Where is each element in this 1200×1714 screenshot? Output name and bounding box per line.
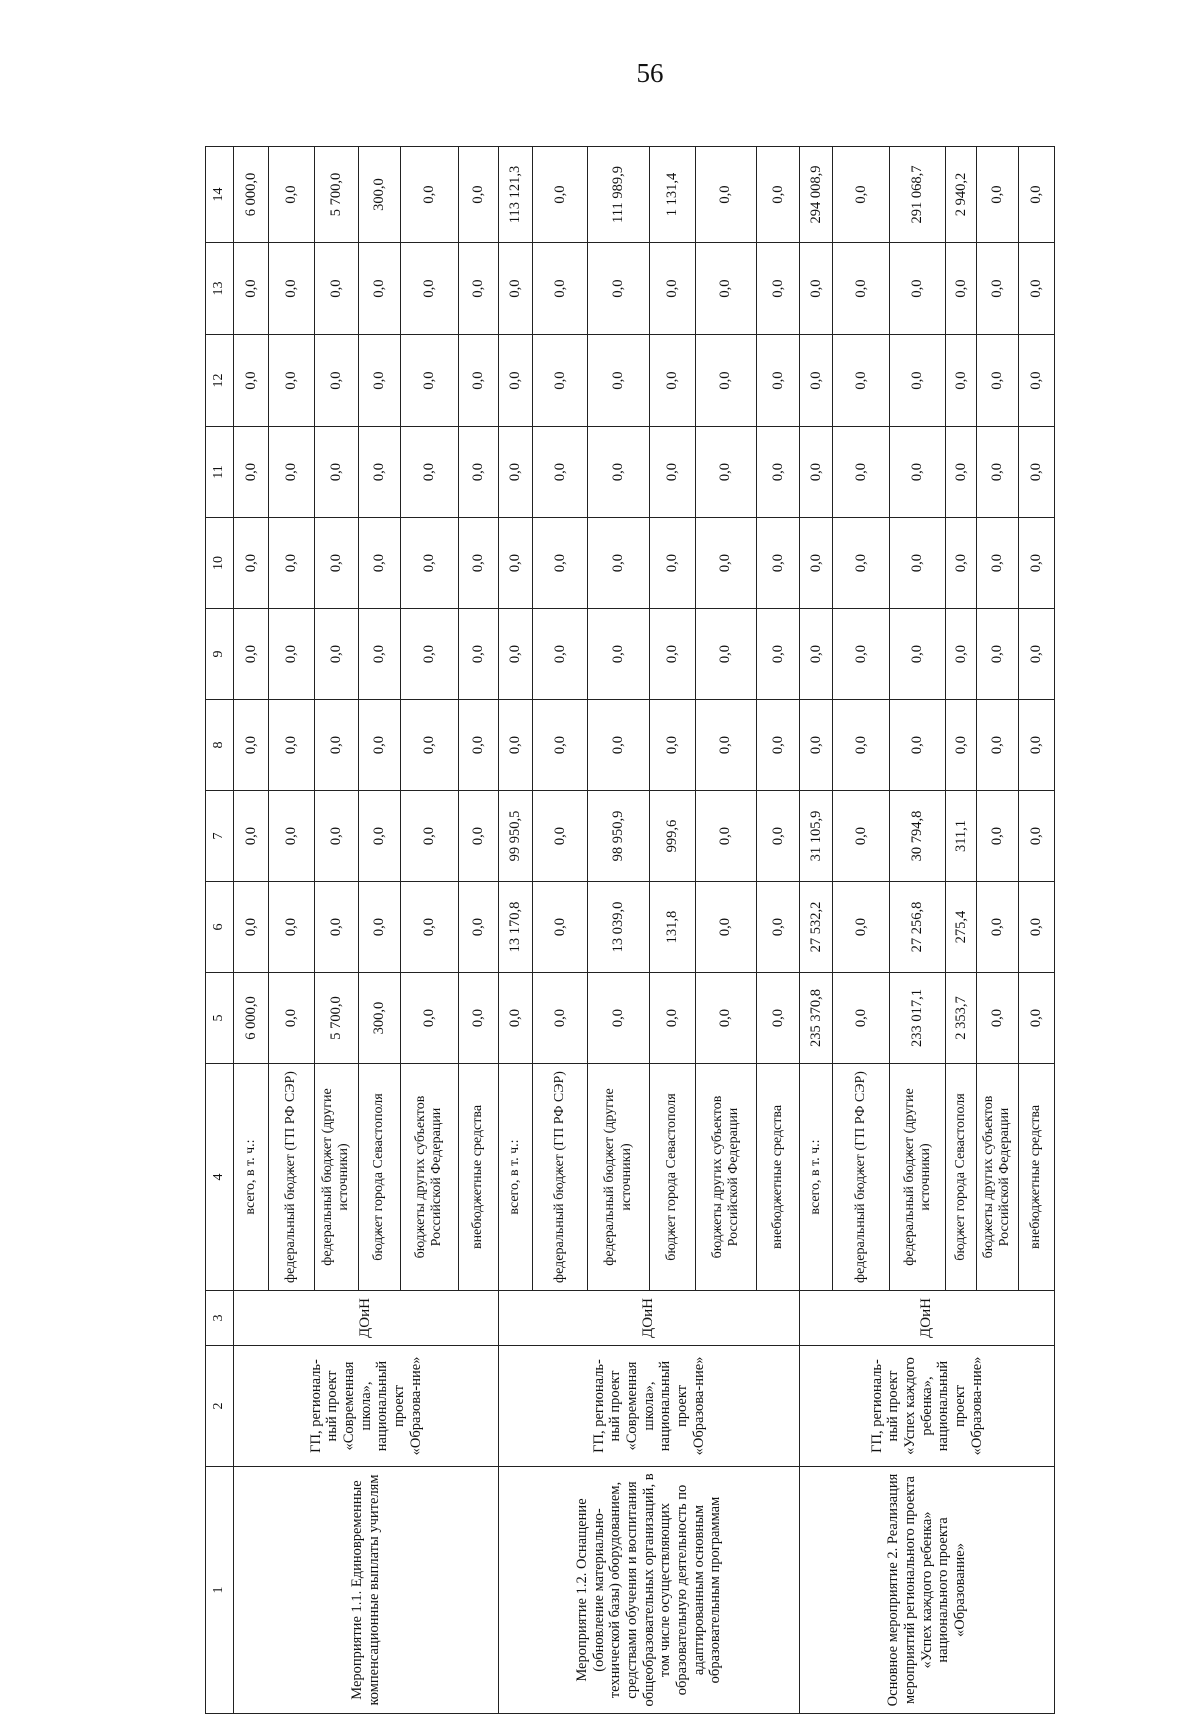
value-cell: 0,0 — [650, 700, 696, 791]
value-cell: 0,0 — [977, 609, 1018, 700]
value-cell: 0,0 — [233, 335, 268, 427]
value-cell: 275,4 — [946, 882, 977, 973]
value-cell: 0,0 — [233, 700, 268, 791]
value-cell: 0,0 — [977, 700, 1018, 791]
value-cell: 31 105,9 — [800, 791, 833, 882]
funding-source-cell: федеральный бюджет (другие источники) — [890, 1064, 946, 1291]
value-cell: 0,0 — [1018, 882, 1054, 973]
value-cell: 0,0 — [269, 609, 315, 700]
value-cell: 0,0 — [359, 882, 400, 973]
value-cell: 0,0 — [650, 609, 696, 700]
value-cell: 0,0 — [756, 427, 799, 518]
column-number: 7 — [206, 791, 234, 882]
value-cell: 0,0 — [233, 243, 268, 335]
value-cell: 0,0 — [1018, 335, 1054, 427]
value-cell: 0,0 — [359, 609, 400, 700]
value-cell: 0,0 — [695, 882, 756, 973]
value-cell: 0,0 — [269, 882, 315, 973]
value-cell: 0,0 — [833, 973, 890, 1064]
value-cell: 0,0 — [314, 791, 359, 882]
total-value-cell: 1 131,4 — [650, 147, 696, 243]
total-value-cell: 111 989,9 — [587, 147, 649, 243]
value-cell: 0,0 — [314, 882, 359, 973]
project-cell: ГП, региональ-ный проект «Современная школа», национальный проект «Образова-ние» — [233, 1346, 498, 1467]
value-cell: 0,0 — [650, 335, 696, 427]
value-cell: 0,0 — [458, 335, 498, 427]
column-number: 10 — [206, 518, 234, 609]
value-cell: 0,0 — [458, 427, 498, 518]
value-cell: 0,0 — [650, 243, 696, 335]
value-cell: 0,0 — [977, 427, 1018, 518]
project-cell: ГП, региональ-ный проект «Успех каждого ребенка», национальный проект «Образова-ние» — [800, 1346, 1055, 1467]
value-cell: 0,0 — [756, 335, 799, 427]
value-cell: 0,0 — [977, 882, 1018, 973]
value-cell: 0,0 — [695, 791, 756, 882]
funding-table — [205, 146, 1055, 1714]
column-number-row — [206, 147, 234, 1714]
total-value-cell: 0,0 — [458, 147, 498, 243]
value-cell: 0,0 — [233, 518, 268, 609]
value-cell: 30 794,8 — [890, 791, 946, 882]
value-cell: 0,0 — [587, 427, 649, 518]
value-cell: 0,0 — [800, 518, 833, 609]
value-cell: 0,0 — [314, 335, 359, 427]
value-cell: 0,0 — [800, 700, 833, 791]
value-cell: 0,0 — [833, 243, 890, 335]
table-row — [233, 147, 268, 1714]
value-cell: 0,0 — [359, 700, 400, 791]
column-number: 4 — [206, 1064, 234, 1291]
value-cell: 0,0 — [533, 335, 588, 427]
value-cell: 2 353,7 — [946, 973, 977, 1064]
value-cell: 0,0 — [458, 700, 498, 791]
value-cell: 0,0 — [458, 518, 498, 609]
value-cell: 0,0 — [695, 700, 756, 791]
funding-source-cell: федеральный бюджет (ГП РФ СЭР) — [833, 1064, 890, 1291]
value-cell: 98 950,9 — [587, 791, 649, 882]
total-value-cell: 0,0 — [756, 147, 799, 243]
value-cell: 0,0 — [977, 791, 1018, 882]
value-cell: 233 017,1 — [890, 973, 946, 1064]
value-cell: 0,0 — [359, 518, 400, 609]
value-cell: 0,0 — [359, 427, 400, 518]
funding-source-cell: федеральный бюджет (другие источники) — [314, 1064, 359, 1291]
value-cell: 0,0 — [533, 791, 588, 882]
column-number: 14 — [206, 147, 234, 243]
activity-name-cell: Мероприятие 1.2. Оснащение (обновление материально-технической базы) оборудованием, средствами обучения и воспитания общеобразовательных организаций, в том числе осуществляющих образовательную деятельность по адаптированным основным образовательным программам — [498, 1467, 799, 1714]
column-number: 9 — [206, 609, 234, 700]
value-cell: 0,0 — [756, 518, 799, 609]
value-cell: 27 256,8 — [890, 882, 946, 973]
value-cell: 0,0 — [400, 427, 458, 518]
value-cell: 0,0 — [587, 243, 649, 335]
funding-source-cell: федеральный бюджет (ГП РФ СЭР) — [533, 1064, 588, 1291]
value-cell: 0,0 — [269, 518, 315, 609]
value-cell: 0,0 — [269, 335, 315, 427]
funding-source-cell: всего, в т. ч.: — [233, 1064, 268, 1291]
value-cell: 0,0 — [233, 791, 268, 882]
column-number: 11 — [206, 427, 234, 518]
executor-cell: ДОиН — [498, 1291, 799, 1346]
value-cell: 0,0 — [533, 882, 588, 973]
value-cell: 0,0 — [650, 518, 696, 609]
value-cell: 0,0 — [400, 700, 458, 791]
value-cell: 0,0 — [833, 882, 890, 973]
funding-source-cell: бюджет города Севастополя — [946, 1064, 977, 1291]
funding-source-cell: внебюджетные средства — [458, 1064, 498, 1291]
page-number: 56 — [636, 58, 664, 88]
value-cell: 0,0 — [695, 427, 756, 518]
value-cell: 0,0 — [1018, 427, 1054, 518]
funding-source-cell: внебюджетные средства — [1018, 1064, 1054, 1291]
total-value-cell: 6 000,0 — [233, 147, 268, 243]
value-cell: 0,0 — [800, 335, 833, 427]
table-row — [498, 147, 532, 1714]
value-cell: 0,0 — [400, 335, 458, 427]
value-cell: 0,0 — [233, 609, 268, 700]
funding-source-cell: всего, в т. ч.: — [800, 1064, 833, 1291]
value-cell: 0,0 — [977, 335, 1018, 427]
value-cell: 0,0 — [756, 791, 799, 882]
value-cell: 0,0 — [946, 243, 977, 335]
value-cell: 0,0 — [890, 243, 946, 335]
value-cell: 0,0 — [695, 518, 756, 609]
value-cell: 0,0 — [269, 791, 315, 882]
value-cell: 0,0 — [946, 427, 977, 518]
value-cell: 0,0 — [587, 973, 649, 1064]
value-cell: 235 370,8 — [800, 973, 833, 1064]
total-value-cell: 0,0 — [400, 147, 458, 243]
total-value-cell: 0,0 — [833, 147, 890, 243]
value-cell: 0,0 — [695, 243, 756, 335]
value-cell: 0,0 — [269, 427, 315, 518]
column-number: 6 — [206, 882, 234, 973]
value-cell: 0,0 — [400, 973, 458, 1064]
value-cell: 300,0 — [359, 973, 400, 1064]
value-cell: 0,0 — [314, 518, 359, 609]
value-cell: 0,0 — [400, 882, 458, 973]
value-cell: 0,0 — [498, 335, 532, 427]
executor-cell: ДОиН — [233, 1291, 498, 1346]
value-cell: 0,0 — [946, 700, 977, 791]
value-cell: 0,0 — [533, 518, 588, 609]
value-cell: 99 950,5 — [498, 791, 532, 882]
funding-source-cell: бюджет города Севастополя — [650, 1064, 696, 1291]
value-cell: 0,0 — [314, 427, 359, 518]
value-cell: 0,0 — [833, 791, 890, 882]
value-cell: 0,0 — [1018, 700, 1054, 791]
value-cell: 0,0 — [695, 335, 756, 427]
value-cell: 0,0 — [756, 973, 799, 1064]
value-cell: 13 039,0 — [587, 882, 649, 973]
value-cell: 0,0 — [833, 518, 890, 609]
value-cell: 0,0 — [269, 973, 315, 1064]
value-cell: 0,0 — [890, 335, 946, 427]
value-cell: 0,0 — [498, 243, 532, 335]
value-cell: 999,6 — [650, 791, 696, 882]
value-cell: 0,0 — [756, 882, 799, 973]
value-cell: 0,0 — [400, 518, 458, 609]
value-cell: 5 700,0 — [314, 973, 359, 1064]
column-number: 3 — [206, 1291, 234, 1346]
value-cell: 0,0 — [498, 609, 532, 700]
value-cell: 0,0 — [458, 973, 498, 1064]
total-value-cell: 291 068,7 — [890, 147, 946, 243]
funding-source-cell: федеральный бюджет (другие источники) — [587, 1064, 649, 1291]
value-cell: 0,0 — [1018, 518, 1054, 609]
funding-source-cell: бюджеты других субъектов Российской Федерации — [977, 1064, 1018, 1291]
value-cell: 6 000,0 — [233, 973, 268, 1064]
total-value-cell: 300,0 — [359, 147, 400, 243]
total-value-cell: 0,0 — [533, 147, 588, 243]
funding-source-cell: бюджеты других субъектов Российской Федерации — [695, 1064, 756, 1291]
value-cell: 0,0 — [650, 427, 696, 518]
value-cell: 0,0 — [587, 335, 649, 427]
value-cell: 13 170,8 — [498, 882, 532, 973]
table-row — [800, 147, 833, 1714]
value-cell: 0,0 — [498, 427, 532, 518]
value-cell: 0,0 — [890, 609, 946, 700]
value-cell: 0,0 — [695, 973, 756, 1064]
value-cell: 0,0 — [498, 518, 532, 609]
value-cell: 0,0 — [833, 427, 890, 518]
funding-source-cell: бюджет города Севастополя — [359, 1064, 400, 1291]
value-cell: 0,0 — [458, 609, 498, 700]
total-value-cell: 0,0 — [269, 147, 315, 243]
value-cell: 0,0 — [800, 243, 833, 335]
value-cell: 0,0 — [533, 243, 588, 335]
column-number: 1 — [206, 1467, 234, 1714]
total-value-cell: 0,0 — [977, 147, 1018, 243]
column-number: 12 — [206, 335, 234, 427]
value-cell: 0,0 — [1018, 243, 1054, 335]
value-cell: 0,0 — [233, 427, 268, 518]
value-cell: 0,0 — [650, 973, 696, 1064]
value-cell: 0,0 — [890, 427, 946, 518]
funding-source-cell: бюджеты других субъектов Российской Федерации — [400, 1064, 458, 1291]
rotated-table-container — [205, 147, 1055, 1714]
value-cell: 0,0 — [833, 609, 890, 700]
value-cell: 0,0 — [977, 973, 1018, 1064]
value-cell: 0,0 — [400, 243, 458, 335]
value-cell: 0,0 — [977, 243, 1018, 335]
total-value-cell: 113 121,3 — [498, 147, 532, 243]
funding-source-cell: всего, в т. ч.: — [498, 1064, 532, 1291]
value-cell: 0,0 — [314, 609, 359, 700]
value-cell: 0,0 — [533, 609, 588, 700]
funding-table-body — [206, 147, 1055, 1714]
value-cell: 0,0 — [800, 609, 833, 700]
column-number: 8 — [206, 700, 234, 791]
project-cell: ГП, региональ-ный проект «Современная школа», национальный проект «Образова-ние» — [498, 1346, 799, 1467]
value-cell: 0,0 — [800, 427, 833, 518]
executor-cell: ДОиН — [800, 1291, 1055, 1346]
value-cell: 311,1 — [946, 791, 977, 882]
value-cell: 0,0 — [269, 700, 315, 791]
total-value-cell: 5 700,0 — [314, 147, 359, 243]
value-cell: 0,0 — [359, 243, 400, 335]
value-cell: 0,0 — [756, 700, 799, 791]
activity-name-cell: Мероприятие 1.1. Единовременные компенсационные выплаты учителям — [233, 1467, 498, 1714]
total-value-cell: 0,0 — [1018, 147, 1054, 243]
value-cell: 0,0 — [359, 335, 400, 427]
value-cell: 0,0 — [946, 335, 977, 427]
value-cell: 0,0 — [833, 700, 890, 791]
column-number: 5 — [206, 973, 234, 1064]
funding-source-cell: внебюджетные средства — [756, 1064, 799, 1291]
value-cell: 0,0 — [314, 243, 359, 335]
total-value-cell: 294 008,9 — [800, 147, 833, 243]
value-cell: 0,0 — [946, 609, 977, 700]
value-cell: 0,0 — [587, 518, 649, 609]
value-cell: 0,0 — [1018, 791, 1054, 882]
value-cell: 27 532,2 — [800, 882, 833, 973]
value-cell: 0,0 — [359, 791, 400, 882]
value-cell: 0,0 — [458, 791, 498, 882]
value-cell: 0,0 — [1018, 609, 1054, 700]
value-cell: 0,0 — [314, 700, 359, 791]
value-cell: 0,0 — [498, 700, 532, 791]
value-cell: 0,0 — [977, 518, 1018, 609]
value-cell: 0,0 — [1018, 973, 1054, 1064]
value-cell: 0,0 — [533, 427, 588, 518]
total-value-cell: 2 940,2 — [946, 147, 977, 243]
value-cell: 0,0 — [233, 882, 268, 973]
table-rotation-wrapper — [205, 147, 1055, 1714]
value-cell: 0,0 — [756, 609, 799, 700]
value-cell: 131,8 — [650, 882, 696, 973]
value-cell: 0,0 — [890, 518, 946, 609]
value-cell: 0,0 — [695, 609, 756, 700]
total-value-cell: 0,0 — [695, 147, 756, 243]
value-cell: 0,0 — [833, 335, 890, 427]
activity-name-cell: Основное мероприятие 2. Реализация мероприятий регионального проекта «Успех каждого ребенка» национального проекта «Образование» — [800, 1467, 1055, 1714]
value-cell: 0,0 — [400, 609, 458, 700]
value-cell: 0,0 — [498, 973, 532, 1064]
value-cell: 0,0 — [269, 243, 315, 335]
value-cell: 0,0 — [400, 791, 458, 882]
value-cell: 0,0 — [756, 243, 799, 335]
column-number: 2 — [206, 1346, 234, 1467]
column-number: 13 — [206, 243, 234, 335]
value-cell: 0,0 — [587, 700, 649, 791]
value-cell: 0,0 — [458, 243, 498, 335]
funding-source-cell: федеральный бюджет (ГП РФ СЭР) — [269, 1064, 315, 1291]
value-cell: 0,0 — [587, 609, 649, 700]
value-cell: 0,0 — [890, 700, 946, 791]
value-cell: 0,0 — [533, 973, 588, 1064]
value-cell: 0,0 — [533, 700, 588, 791]
value-cell: 0,0 — [946, 518, 977, 609]
value-cell: 0,0 — [458, 882, 498, 973]
